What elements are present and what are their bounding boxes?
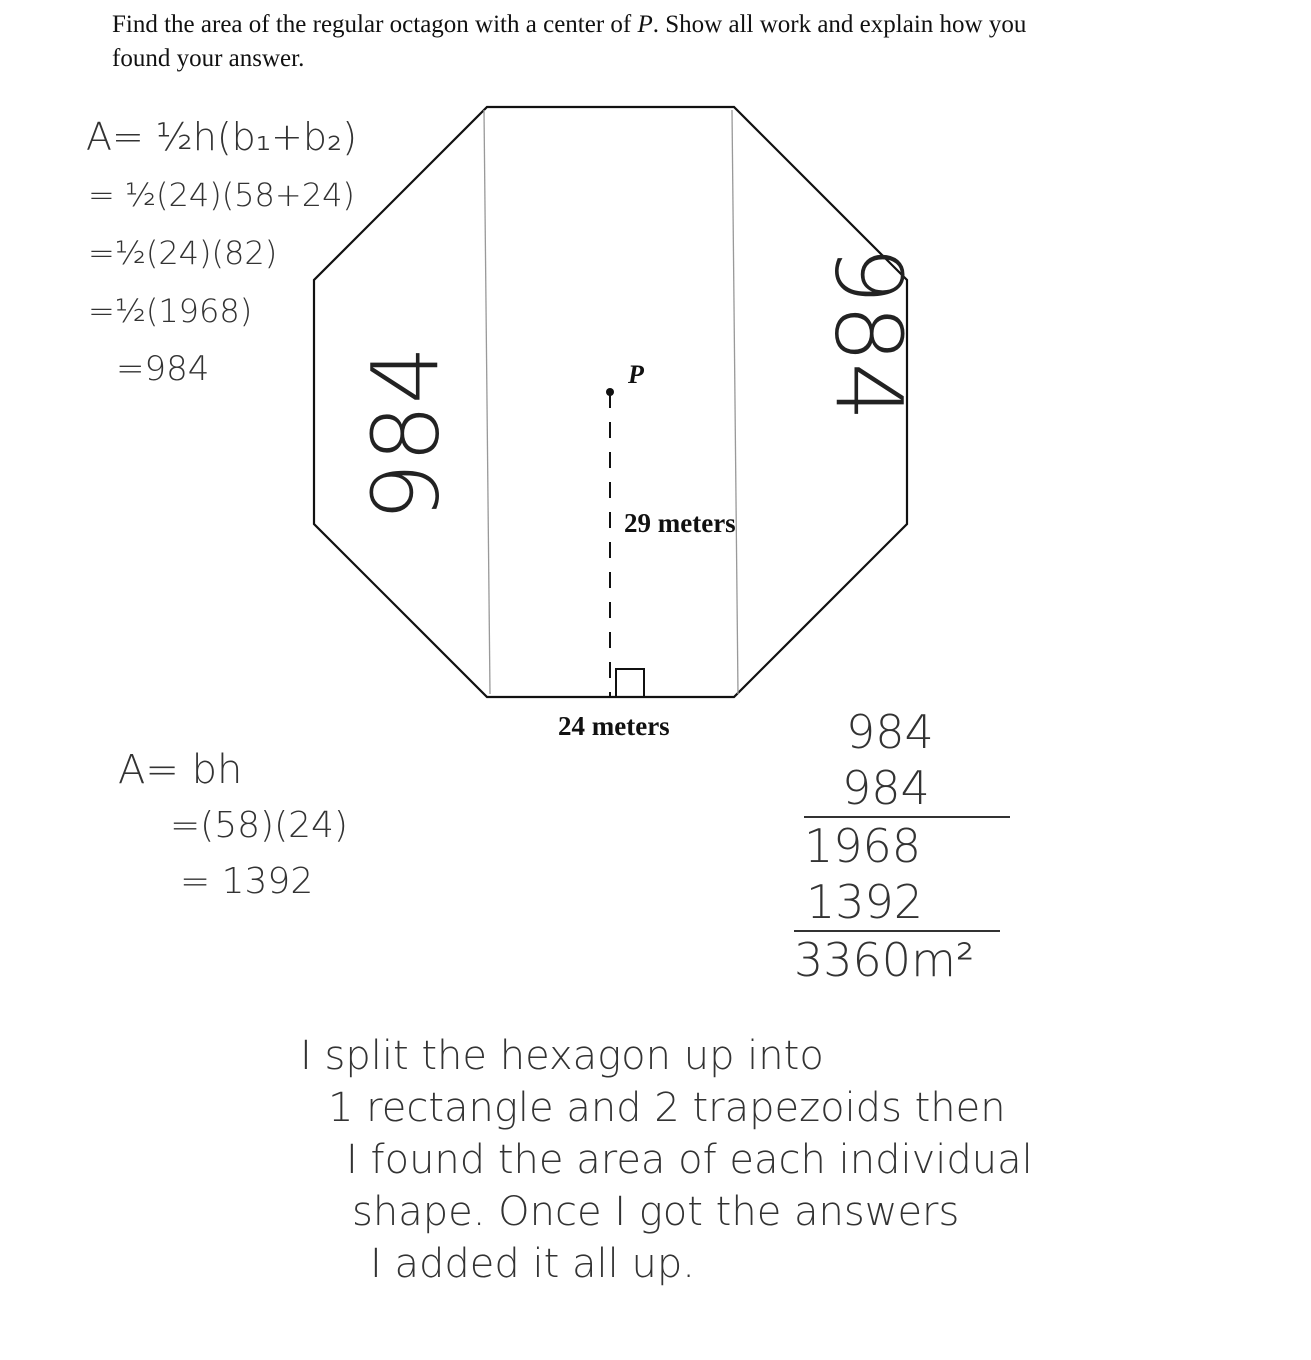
work-line: =½(24)(82): [88, 234, 278, 272]
explanation-line: I added it all up.: [370, 1241, 695, 1287]
explanation-line: 1 rectangle and 2 trapezoids then: [328, 1085, 1006, 1131]
subtotal: 1968: [804, 816, 1010, 874]
left-trapezoid-area-note: 984: [352, 345, 460, 522]
problem-line-2: found your answer.: [112, 45, 305, 72]
work-line: =984: [116, 349, 210, 389]
addend: 1392: [806, 875, 924, 929]
explanation-line: I found the area of each individual: [346, 1137, 1033, 1183]
total: 3360m²: [794, 930, 1000, 988]
explanation-line: shape. Once I got the answers: [352, 1189, 960, 1235]
work-line: =½(1968): [88, 292, 253, 330]
addend: 984: [842, 761, 930, 815]
problem-text-b: . Show all work and explain how you: [652, 11, 1027, 38]
work-line: =(58)(24): [170, 805, 348, 846]
work-line: = ½(24)(58+24): [88, 176, 355, 214]
right-split-line: [732, 110, 738, 694]
right-angle-marker: [616, 669, 644, 697]
left-split-line: [484, 110, 490, 694]
center-label: P: [628, 360, 644, 389]
side-length-label: 24 meters: [558, 711, 670, 741]
right-trapezoid-area-note: 984: [814, 245, 922, 422]
problem-center-label: P: [637, 11, 653, 38]
rectangle-area-work: [118, 742, 348, 910]
explanation: [300, 1030, 1033, 1290]
trapezoid-area-work: [86, 108, 357, 398]
area-addition: [790, 704, 1010, 988]
work-line: = 1392: [180, 861, 314, 902]
work-line: A= bh: [118, 747, 243, 793]
apothem-label: 29 meters: [624, 508, 736, 538]
explanation-line: I split the hexagon up into: [300, 1033, 824, 1079]
work-line: A= ½h(b₁+b₂): [86, 115, 358, 159]
problem-text-a: Find the area of the regular octagon with a center of: [112, 11, 638, 38]
addend: 984: [846, 705, 934, 759]
